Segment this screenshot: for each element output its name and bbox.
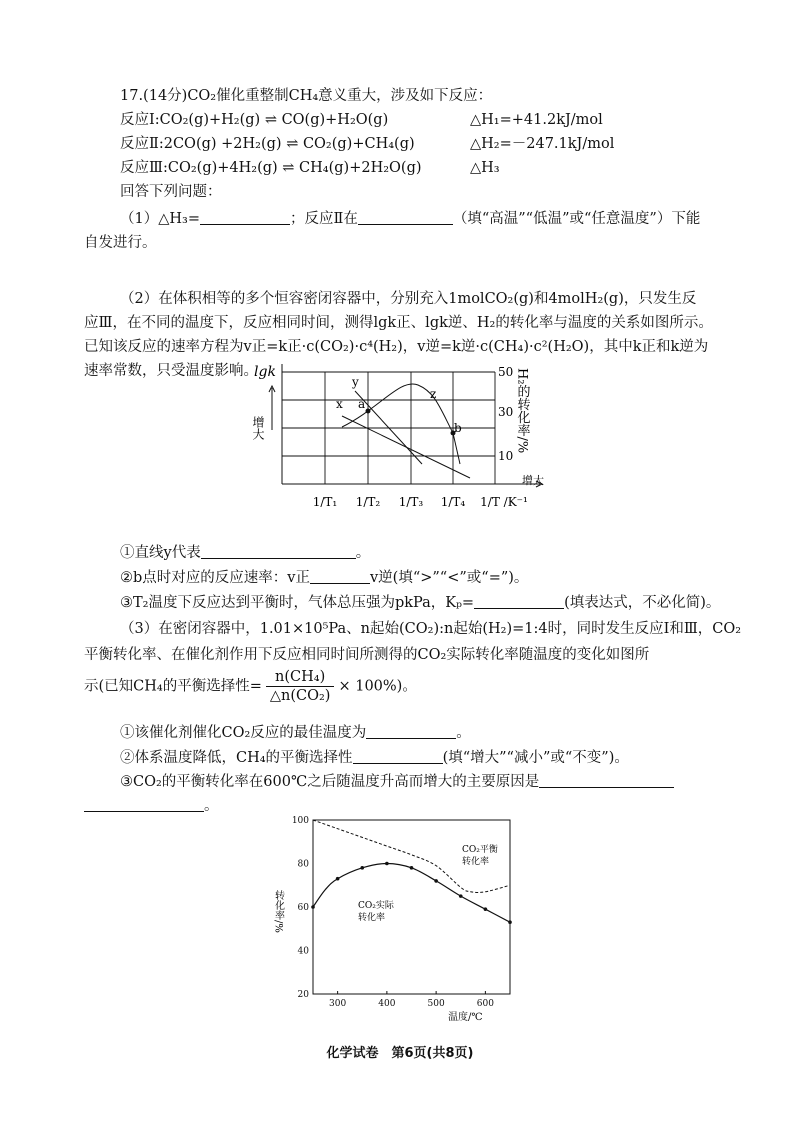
q2-line-3: 已知该反应的速率方程为v正=k正·c(CO₂)·c⁴(H₂)，v逆=k逆·c(CH₄)·c²(H₂O)，其中k正和k逆为 — [84, 339, 709, 355]
c1-label-y: y — [352, 375, 359, 389]
q2-sub3-b: (填表达式，不必化简)。 — [564, 595, 721, 611]
c2-ytick-60: 60 — [297, 903, 309, 913]
reaction-1: 反应Ⅰ:CO₂(g)+H₂(g) ⇌ CO(g)+H₂O(g) — [120, 112, 389, 128]
c2-label-act-2: 转化率 — [358, 913, 386, 923]
q2-sub1-blank[interactable] — [201, 544, 356, 559]
q1-blank-1[interactable] — [200, 210, 290, 225]
q1-text-c: （填“高温”“低温”或“任意温度”）下能 — [452, 211, 701, 227]
c1-ylabel: lgk — [254, 364, 276, 380]
c2-ytick-20: 20 — [297, 990, 309, 1000]
q3-sub3 — [120, 772, 674, 792]
q3-sel-num: n(CH₄) — [266, 668, 335, 687]
reaction-1-dh: △H₁=+41.2kJ/mol — [470, 112, 603, 128]
c2-xtick-500: 500 — [427, 999, 445, 1009]
q2-sub2 — [120, 568, 528, 588]
reaction-2-dh: △H₂=－247.1kJ/mol — [470, 136, 615, 152]
c2-xtick-400: 400 — [378, 999, 396, 1009]
chart-co2-conversion — [270, 810, 540, 1035]
c1-xtick-1: 1/T₁ — [312, 495, 338, 509]
q1-cont: 自发进行。 — [84, 235, 157, 251]
q3-sel-den: △n(CO₂) — [269, 688, 331, 704]
c2-xtick-300: 300 — [329, 999, 347, 1009]
q3-sel-post: × 100%)。 — [338, 678, 417, 695]
q3-sub2-b: (填“增大”“减小”或“不变”)。 — [442, 750, 629, 766]
q3-sub2-blank[interactable] — [353, 749, 443, 764]
q2-line-4: 速率常数，只受温度影响。 — [84, 363, 258, 379]
c2-xlabel: 温度/℃ — [448, 1012, 483, 1023]
q3-sub3-blank-1[interactable] — [539, 773, 674, 788]
c2-ytick-40: 40 — [297, 946, 309, 957]
c2-ytick-80: 80 — [297, 859, 309, 870]
q2-sub2-a: ②b点时对应的反应速率：v正 — [120, 570, 310, 586]
question-header: 17.(14分)CO₂催化重整制CH₄意义重大，涉及如下反应： — [120, 88, 493, 104]
chart-rate-constant — [240, 360, 570, 530]
c1-right-tick-30: 30 — [498, 405, 514, 419]
q2-sub3-blank[interactable] — [474, 594, 564, 609]
c2-label-act-1: CO₂实际 — [358, 901, 394, 911]
q1-blank-2[interactable] — [358, 210, 453, 225]
q3-sub3-b: 。 — [204, 798, 219, 814]
q2-sub3-a: ③T₂温度下反应达到平衡时，气体总压强为pkPa，Kₚ= — [120, 595, 475, 611]
q3-sub1-blank[interactable] — [366, 724, 456, 739]
c2-marker — [336, 877, 340, 881]
c2-label-eq-1: CO₂平衡 — [462, 845, 498, 855]
q2-line-1: （2）在体积相等的多个恒容密闭容器中，分别充入1molCO₂(g)和4molH₂(g)，只发生反 — [120, 291, 697, 307]
page-footer: 化学试卷 第6页(共8页) — [326, 1046, 474, 1061]
reaction-3-dh: △H₃ — [470, 160, 500, 176]
c2-marker — [410, 866, 414, 870]
q3-line-2: 平衡转化率、在催化剂作用下反应相同时间所测得的CO₂实际转化率随温度的变化如图所 — [84, 647, 650, 663]
q3-sub1-b: 。 — [456, 725, 471, 741]
c2-marker — [360, 866, 364, 870]
c1-y-arrow-label: 增大 — [251, 416, 265, 440]
c2-marker — [484, 907, 488, 911]
c1-xlabel: 1/T /K⁻¹ — [480, 495, 528, 509]
reaction-2: 反应Ⅱ:2CO(g) +2H₂(g) ⇌ CO₂(g)+CH₄(g) — [120, 136, 415, 152]
q3-sub2-a: ②体系温度降低，CH₄的平衡选择性 — [120, 750, 353, 766]
q3-line-1: （3）在密闭容器中，1.01×10⁵Pa、n起始(CO₂):n起始(H₂)=1:4时，同时发生反应Ⅰ和Ⅲ，CO₂ — [120, 621, 742, 637]
q3-sub3-a: ③CO₂的平衡转化率在600℃之后随温度升高而增大的主要原因是 — [120, 774, 540, 790]
q1-line — [120, 209, 700, 229]
c2-xtick-600: 600 — [476, 999, 494, 1009]
q3-sel-pre: 示(已知CH₄的平衡选择性= — [84, 678, 262, 695]
q3-sub3-blank-2[interactable] — [84, 797, 204, 812]
q3-sub3-cont — [84, 796, 219, 816]
c1-right-label: H₂的转化率/% — [514, 368, 530, 454]
prompt: 回答下列问题： — [120, 184, 222, 200]
c2-marker — [434, 879, 438, 883]
c1-label-z: z — [430, 387, 437, 401]
q1-text-b: ；反应Ⅱ在 — [289, 211, 358, 227]
q2-sub1 — [120, 543, 370, 563]
c2-ytick-100: 100 — [291, 816, 309, 826]
q2-sub3 — [120, 593, 720, 613]
c1-label-b: b — [454, 421, 462, 435]
c1-point-a — [366, 409, 371, 414]
c1-x-arrow-label: 增大 — [522, 474, 544, 487]
c1-right-tick-50: 50 — [498, 365, 514, 379]
q2-line-2: 应Ⅲ，在不同的温度下，反应相同时间，测得lgk正、lgk逆、H₂的转化率与温度的关系如图所示。 — [84, 315, 713, 331]
c2-ylabel: 转化率/% — [272, 890, 284, 933]
q3-sub2 — [120, 748, 629, 768]
q3-sub1-a: ①该催化剂催化CO₂反应的最佳温度为 — [120, 725, 367, 741]
c1-right-tick-10: 10 — [498, 449, 514, 463]
c1-xtick-2: 1/T₂ — [355, 495, 381, 509]
q2-sub2-b: v逆(填“>”“<”或“=”)。 — [369, 570, 529, 586]
q2-sub2-blank[interactable] — [310, 569, 370, 584]
c2-marker — [311, 905, 315, 909]
q2-sub1-a: ①直线y代表 — [120, 545, 201, 561]
c1-xtick-4: 1/T₄ — [440, 495, 466, 509]
q3-sub1 — [120, 723, 471, 743]
q2-sub1-b: 。 — [355, 545, 371, 561]
q3-sel-fraction — [266, 668, 335, 705]
reaction-3: 反应Ⅲ:CO₂(g)+4H₂(g) ⇌ CH₄(g)+2H₂O(g) — [120, 160, 422, 176]
c2-label-eq-2: 转化率 — [462, 857, 490, 867]
c2-marker — [508, 920, 512, 924]
q1-text-a: （1）△H₃= — [120, 211, 200, 227]
c2-marker — [459, 894, 463, 898]
q3-selectivity — [84, 668, 417, 705]
c1-label-x: x — [336, 397, 343, 411]
c1-label-a: a — [358, 397, 366, 411]
c2-marker — [385, 862, 389, 866]
c1-xtick-3: 1/T₃ — [398, 495, 424, 509]
